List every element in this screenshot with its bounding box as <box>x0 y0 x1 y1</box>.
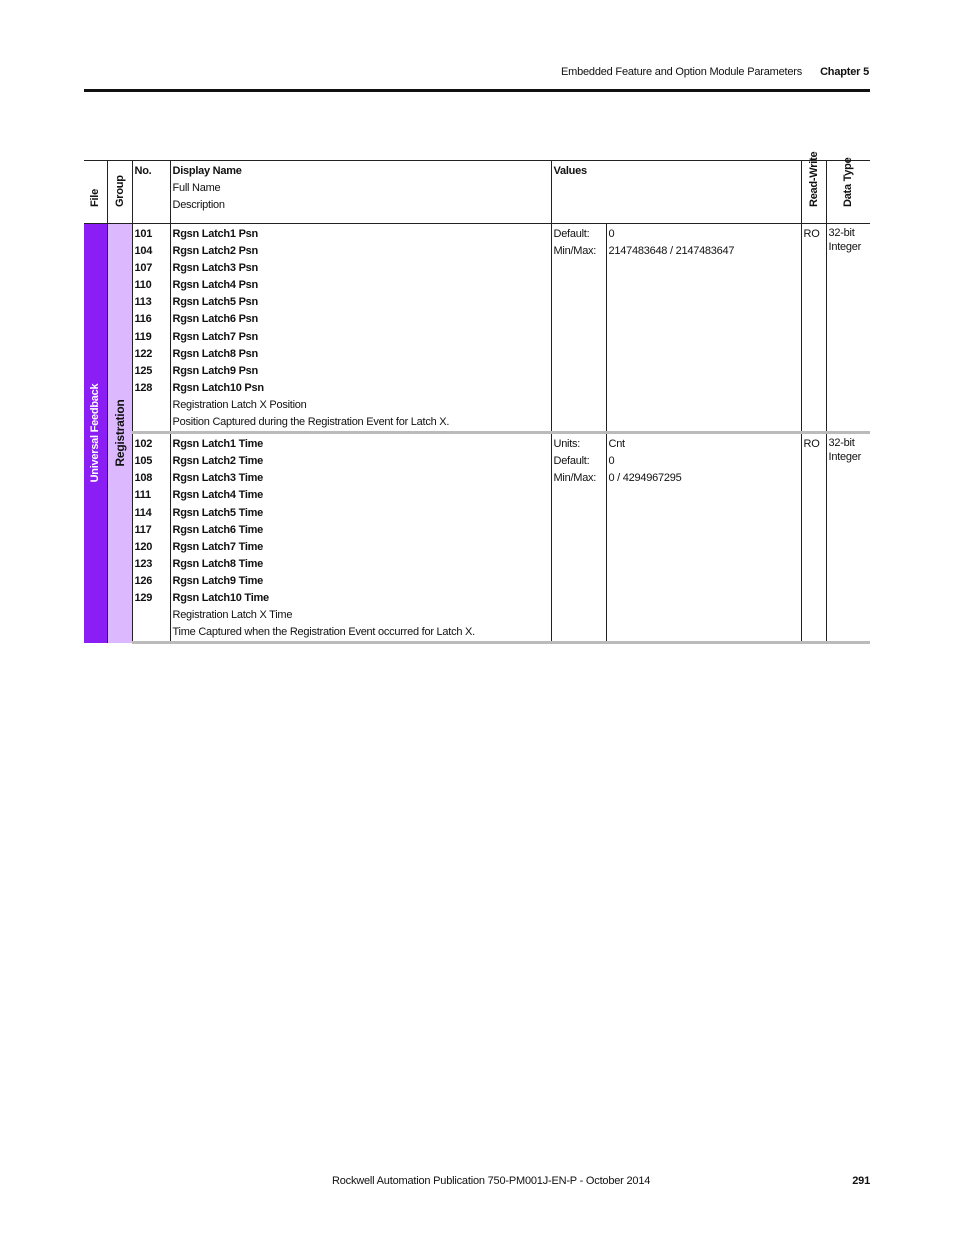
param-number: 101 <box>134 228 153 240</box>
param-names <box>170 433 551 643</box>
param-number: 108 <box>134 472 153 485</box>
description: Time Captured when the Registration Event occurred for Latch X. <box>172 626 475 639</box>
display-name: Rgsn Latch4 Time <box>172 489 264 502</box>
value-value: 0 <box>608 228 615 240</box>
col-names <box>170 161 551 224</box>
param-number: 125 <box>134 364 153 377</box>
value-label: Min/Max: <box>553 472 597 485</box>
display-name: Rgsn Latch3 Psn <box>172 262 258 275</box>
data-type-line: Integer <box>828 241 862 253</box>
display-name: Rgsn Latch9 Psn <box>172 364 258 377</box>
param-number: 111 <box>134 489 151 502</box>
param-number: 114 <box>134 506 152 519</box>
display-name: Rgsn Latch10 Time <box>172 591 269 604</box>
publication-id: Rockwell Automation Publication 750-PM001J-EN-P - October 2014 <box>332 1175 651 1187</box>
display-name: Rgsn Latch10 Psn <box>172 381 264 394</box>
param-number: 113 <box>134 296 152 309</box>
param-number: 123 <box>134 557 153 570</box>
description: Position Captured during the Registration Event for Latch X. <box>172 416 450 429</box>
value-label: Units: <box>553 438 581 451</box>
file-band <box>84 224 107 643</box>
section-title: Embedded Feature and Option Module Parameters <box>560 66 803 78</box>
param-number: 110 <box>134 279 152 292</box>
param-number: 122 <box>134 347 153 360</box>
page-number: 291 <box>852 1175 870 1187</box>
param-names <box>170 224 551 433</box>
display-name: Rgsn Latch6 Psn <box>172 313 258 326</box>
group-label: Registration <box>112 399 127 467</box>
param-number: 129 <box>134 591 153 604</box>
param-number: 116 <box>134 313 152 326</box>
table-row <box>84 224 870 433</box>
col-display-name: Display Name <box>172 165 242 177</box>
chapter-label: Chapter 5 <box>820 66 869 78</box>
param-number: 117 <box>134 523 152 536</box>
value-labels <box>551 224 606 433</box>
read-write <box>801 433 826 643</box>
data-type <box>826 433 870 643</box>
value-values <box>606 433 801 643</box>
display-name: Rgsn Latch8 Psn <box>172 347 258 360</box>
display-name: Rgsn Latch3 Time <box>172 472 264 485</box>
data-type-line: Integer <box>828 451 862 464</box>
value-label: Default: <box>553 455 590 468</box>
col-no: No. <box>132 161 170 224</box>
display-name: Rgsn Latch7 Psn <box>172 330 258 343</box>
read-write <box>801 224 826 433</box>
file-label: Universal Feedback <box>89 383 102 483</box>
display-name: Rgsn Latch8 Time <box>172 557 264 570</box>
header-rule <box>84 89 870 92</box>
value-label: Min/Max: <box>553 245 597 258</box>
col-description: Description <box>172 199 225 211</box>
read-write-value: RO <box>803 438 820 451</box>
display-name: Rgsn Latch2 Psn <box>172 245 258 258</box>
value-value: 0 / 4294967295 <box>608 472 682 485</box>
display-name: Rgsn Latch7 Time <box>172 540 264 553</box>
table-row <box>84 433 870 643</box>
param-number: 126 <box>134 574 153 587</box>
parameter-table <box>84 151 870 644</box>
display-name: Rgsn Latch1 Time <box>172 438 264 451</box>
group-band <box>107 224 132 643</box>
col-data-type: Data Type <box>826 161 870 224</box>
value-labels <box>551 433 606 643</box>
data-type-line: 32-bit <box>828 437 855 450</box>
param-number: 107 <box>134 262 153 275</box>
param-number: 102 <box>134 438 153 451</box>
display-name: Rgsn Latch1 Psn <box>172 228 258 240</box>
param-number: 105 <box>134 455 153 468</box>
col-full-name: Full Name <box>172 182 221 194</box>
col-group: Group <box>107 161 132 224</box>
value-label: Default: <box>553 228 590 240</box>
display-name: Rgsn Latch2 Time <box>172 455 264 468</box>
value-value: Cnt <box>608 438 625 451</box>
col-values: Values <box>551 161 801 224</box>
value-value: 0 <box>608 455 615 468</box>
col-read-write: Read-Write <box>801 161 826 224</box>
param-numbers <box>132 224 170 433</box>
display-name: Rgsn Latch5 Time <box>172 506 264 519</box>
display-name: Rgsn Latch4 Psn <box>172 279 258 292</box>
param-number: 119 <box>134 330 152 343</box>
param-number: 104 <box>134 245 153 258</box>
value-value: 2147483648 / 2147483647 <box>608 245 735 258</box>
data-type-line: 32-bit <box>828 227 855 239</box>
data-type <box>826 224 870 433</box>
col-file: File <box>84 161 107 224</box>
param-number: 120 <box>134 540 153 553</box>
value-values <box>606 224 801 433</box>
full-name: Registration Latch X Time <box>172 609 293 622</box>
running-header <box>561 66 869 78</box>
param-numbers <box>132 433 170 643</box>
display-name: Rgsn Latch9 Time <box>172 574 264 587</box>
full-name: Registration Latch X Position <box>172 398 307 411</box>
param-number: 128 <box>134 381 153 394</box>
display-name: Rgsn Latch6 Time <box>172 523 264 536</box>
table-header-row <box>84 161 870 224</box>
read-write-value: RO <box>803 228 820 240</box>
display-name: Rgsn Latch5 Psn <box>172 296 258 309</box>
